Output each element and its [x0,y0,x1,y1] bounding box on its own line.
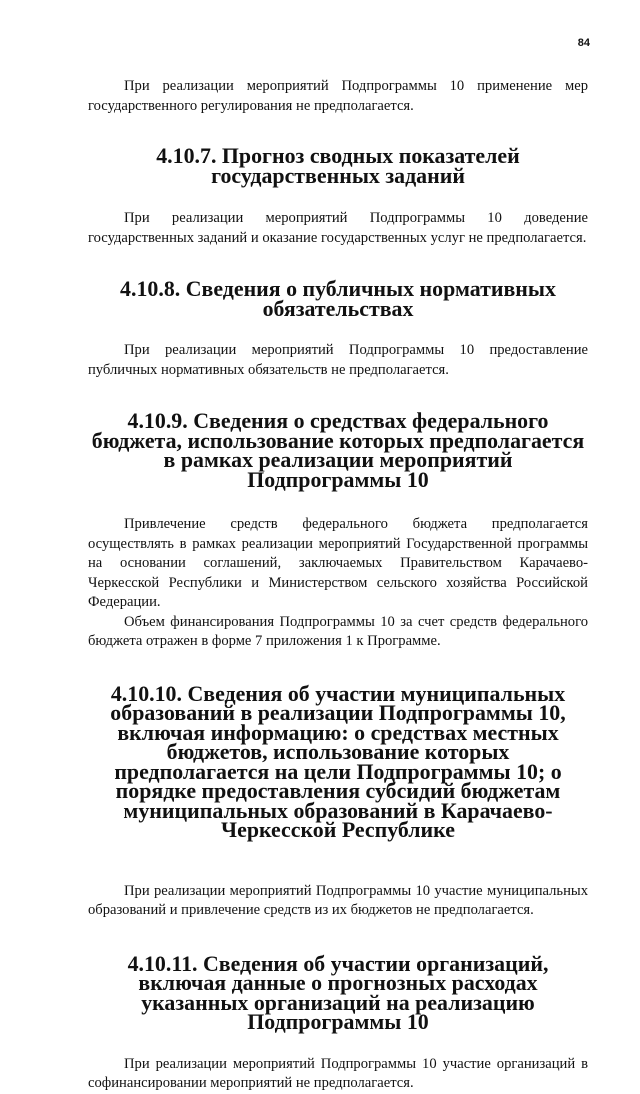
section-heading-4-10-10: 4.10.10. Сведения об участии муниципальных образований в реализации Подпрограммы 10, включая информацию: о средствах местных бюджетов, использование которых предполагается на цели Подпрограммы 10; о порядке предоставления субсидий бюджетам муниципальных образований в Карачаево-Черкесской Республике [110,680,566,842]
paragraph-public-obligations: При реализации мероприятий Подпрограммы 10 предоставление публичных нормативных обязательств не предполагается. [88,342,588,378]
paragraph-state-regulation: При реализации мероприятий Подпрограммы 10 применение мер государственного регулирования не предполагается. [88,78,588,114]
section-heading-4-10-8: 4.10.8. Сведения о публичных нормативных обязательствах [120,276,556,321]
section-heading-4-10-11: 4.10.11. Сведения об участии организаций, включая данные о прогнозных расходах указанных организаций на реализацию Подпрограммы 10 [127,950,549,1034]
section-heading-4-10-7: 4.10.7. Прогноз сводных показателей государственных заданий [156,143,520,188]
section-heading-4-10-9: 4.10.9. Сведения о средствах федерального бюджета, использование которых предполагается в рамках реализации мероприятий Подпрограммы 10 [91,408,585,492]
document-body [88,77,588,1094]
paragraph-state-tasks: При реализации мероприятий Подпрограммы 10 доведение государственных заданий и оказание государственных услуг не предполагается. [88,210,588,246]
paragraph-federal-budget-attraction: Привлечение средств федерального бюджета предполагается осуществлять в рамках реализации мероприятий Государственной программы на основании соглашений, заключаемых Правительством Карачаево-Черкесской Республики и Министерством сельского хозяйства Российской Федерации. [88,516,588,610]
page-number: 84 [577,37,590,49]
paragraph-organizations-participation: При реализации мероприятий Подпрограммы 10 участие организаций в софинансировании мероприятий не предполагается. [88,1055,588,1091]
paragraph-municipal-participation: При реализации мероприятий Подпрограммы 10 участие муниципальных образований и привлечение средств из их бюджетов не предполагается. [88,882,588,918]
paragraph-federal-budget-volume: Объем финансирования Подпрограммы 10 за счет средств федерального бюджета отражен в форме 7 приложения 1 к Программе. [88,613,588,649]
